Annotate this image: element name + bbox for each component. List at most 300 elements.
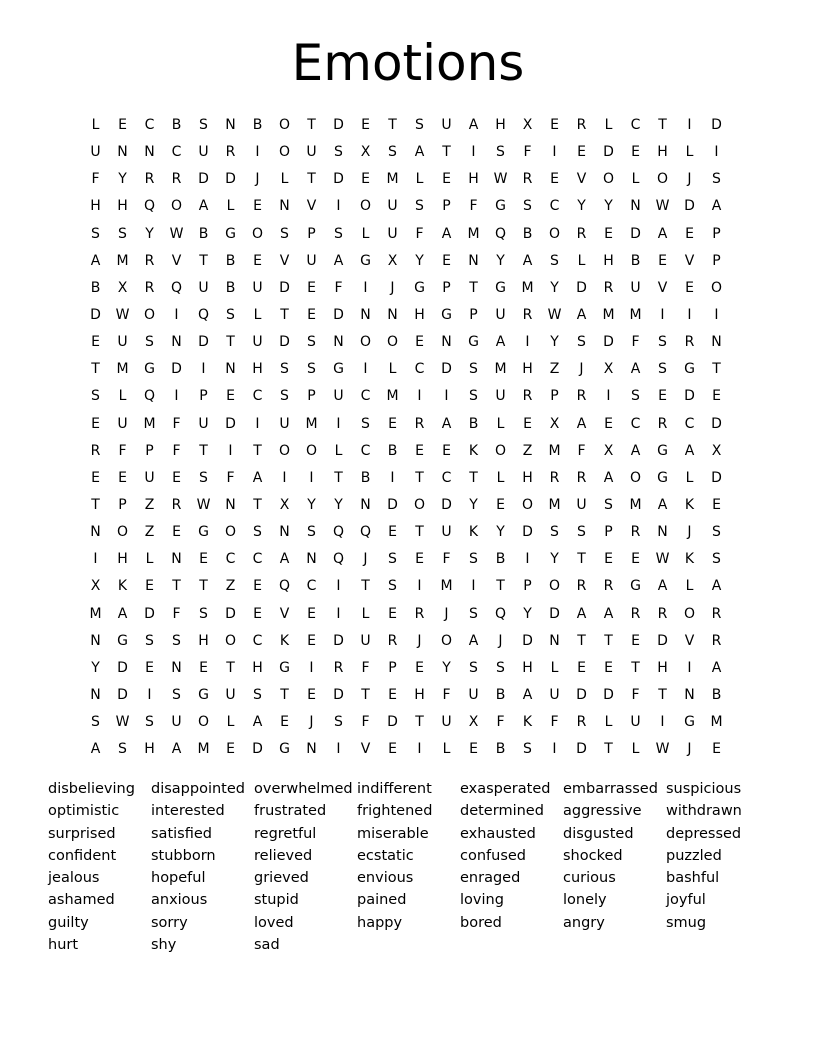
grid-letter: W xyxy=(196,496,211,513)
grid-letter: Z xyxy=(144,524,155,541)
grid-letter: K xyxy=(117,578,128,595)
grid-letter: G xyxy=(360,252,371,269)
grid-letter: F xyxy=(334,279,343,296)
grid-letter: D xyxy=(711,415,722,432)
grid-letter: M xyxy=(116,361,129,378)
word-list-item: guilty xyxy=(48,914,89,931)
word-list-item: confident xyxy=(48,847,117,864)
word-list-item: anxious xyxy=(151,892,208,909)
grid-letter: S xyxy=(172,686,181,703)
grid-letter: F xyxy=(442,686,451,703)
grid-letter: T xyxy=(658,117,667,133)
grid-letter: G xyxy=(333,361,344,378)
grid-letter: T xyxy=(91,361,100,378)
grid-letter: T xyxy=(658,686,667,703)
grid-letter: F xyxy=(631,686,640,703)
grid-letter: P xyxy=(118,496,127,513)
word-list-item: determined xyxy=(460,803,544,820)
grid-letter: E xyxy=(118,117,127,133)
grid-letter: A xyxy=(468,117,479,133)
grid-letter: V xyxy=(657,279,668,296)
grid-letter: D xyxy=(117,686,128,703)
grid-letter: I xyxy=(660,714,665,731)
grid-letter: B xyxy=(711,686,722,703)
word-list-item: jealous xyxy=(48,870,100,887)
word-list-item: joyful xyxy=(666,892,706,909)
grid-letter: J xyxy=(687,741,692,758)
grid-letter: U xyxy=(468,686,479,703)
grid-row xyxy=(82,438,730,465)
grid-letter: H xyxy=(522,659,533,676)
grid-letter: F xyxy=(631,334,640,351)
grid-letter: I xyxy=(201,361,206,378)
grid-letter: E xyxy=(145,659,154,676)
grid-letter: U xyxy=(117,334,128,351)
grid-letter: S xyxy=(307,334,316,351)
grid-letter: C xyxy=(144,117,155,133)
grid-letter: K xyxy=(468,442,479,459)
word-list-item: relieved xyxy=(254,847,313,864)
grid-letter: E xyxy=(685,279,694,296)
grid-letter: N xyxy=(279,198,290,215)
grid-letter: R xyxy=(549,469,560,486)
grid-letter: S xyxy=(145,632,154,649)
grid-letter: X xyxy=(387,252,398,269)
grid-letter: D xyxy=(225,171,236,188)
grid-row xyxy=(82,546,730,573)
word-list-item: grieved xyxy=(254,870,309,887)
grid-letter: E xyxy=(199,659,208,676)
grid-letter: Q xyxy=(143,198,156,215)
grid-letter: Y xyxy=(415,252,424,269)
grid-letter: O xyxy=(656,171,669,188)
grid-letter: E xyxy=(91,334,100,351)
grid-letter: O xyxy=(548,578,561,595)
grid-letter: I xyxy=(363,279,368,296)
grid-letter: L xyxy=(685,144,694,161)
grid-letter: N xyxy=(225,496,236,513)
grid-letter: D xyxy=(333,632,344,649)
grid-letter: A xyxy=(657,578,668,595)
grid-letter: I xyxy=(336,415,341,432)
grid-letter: T xyxy=(415,469,424,486)
grid-letter: P xyxy=(469,306,478,323)
grid-letter: Y xyxy=(442,659,451,676)
grid-letter: S xyxy=(118,225,127,242)
letter-grid xyxy=(82,112,730,763)
grid-letter: S xyxy=(307,524,316,541)
grid-letter: D xyxy=(657,632,668,649)
grid-letter: L xyxy=(253,306,262,323)
grid-letter: M xyxy=(548,496,561,513)
grid-letter: T xyxy=(442,144,451,161)
grid-letter: M xyxy=(116,252,129,269)
grid-letter: W xyxy=(655,741,670,758)
word-list-item: aggressive xyxy=(563,803,642,820)
grid-letter: L xyxy=(631,741,640,758)
grid-letter: T xyxy=(604,741,613,758)
grid-letter: D xyxy=(711,117,722,133)
grid-letter: I xyxy=(174,306,179,323)
grid-letter: S xyxy=(577,334,586,351)
grid-letter: R xyxy=(576,469,587,486)
grid-letter: E xyxy=(253,605,262,622)
grid-letter: R xyxy=(603,578,614,595)
grid-letter: L xyxy=(361,225,370,242)
grid-letter: K xyxy=(684,551,695,568)
word-list-item: hopeful xyxy=(151,870,206,887)
grid-row xyxy=(82,411,730,438)
grid-row xyxy=(82,139,730,166)
grid-letter: S xyxy=(550,524,559,541)
grid-letter: X xyxy=(603,442,614,459)
grid-letter: U xyxy=(549,686,560,703)
grid-letter: E xyxy=(604,659,613,676)
grid-letter: S xyxy=(226,306,235,323)
grid-letter: O xyxy=(359,198,372,215)
grid-row xyxy=(82,465,730,492)
grid-letter: A xyxy=(603,605,614,622)
grid-letter: E xyxy=(658,252,667,269)
grid-letter: C xyxy=(549,198,560,215)
grid-letter: F xyxy=(361,659,370,676)
grid-letter: O xyxy=(413,496,426,513)
grid-letter: I xyxy=(390,469,395,486)
grid-letter: S xyxy=(199,605,208,622)
grid-letter: D xyxy=(279,334,290,351)
grid-letter: G xyxy=(468,334,479,351)
grid-letter: I xyxy=(174,388,179,405)
grid-letter: U xyxy=(252,334,263,351)
grid-letter: A xyxy=(90,252,101,269)
word-list-item: disgusted xyxy=(563,825,634,842)
grid-letter: U xyxy=(90,144,101,161)
grid-letter: B xyxy=(522,225,533,242)
grid-letter: R xyxy=(522,306,533,323)
grid-letter: T xyxy=(280,306,289,323)
grid-letter: Y xyxy=(550,279,559,296)
grid-letter: M xyxy=(629,496,642,513)
grid-letter: D xyxy=(522,524,533,541)
grid-letter: T xyxy=(712,361,721,378)
grid-letter: K xyxy=(279,632,290,649)
grid-letter: R xyxy=(225,144,236,161)
grid-letter: E xyxy=(388,686,397,703)
grid-letter: U xyxy=(576,496,587,513)
grid-letter: N xyxy=(90,686,101,703)
grid-letter: E xyxy=(442,442,451,459)
grid-letter: D xyxy=(252,741,263,758)
grid-letter: H xyxy=(117,198,128,215)
grid-letter: S xyxy=(199,117,208,133)
grid-letter: R xyxy=(711,605,722,622)
grid-letter: E xyxy=(388,524,397,541)
grid-letter: O xyxy=(629,469,642,486)
grid-letter: A xyxy=(711,578,722,595)
grid-letter: A xyxy=(657,225,668,242)
grid-letter: S xyxy=(334,225,343,242)
grid-letter: O xyxy=(278,144,291,161)
grid-letter: R xyxy=(576,225,587,242)
grid-letter: D xyxy=(117,659,128,676)
grid-letter: A xyxy=(630,442,641,459)
grid-letter: C xyxy=(630,415,641,432)
grid-letter: S xyxy=(388,578,397,595)
grid-letter: E xyxy=(388,605,397,622)
grid-letter: R xyxy=(333,659,344,676)
grid-letter: S xyxy=(172,632,181,649)
grid-letter: T xyxy=(577,632,586,649)
grid-letter: I xyxy=(606,388,611,405)
grid-letter: T xyxy=(469,469,478,486)
grid-letter: R xyxy=(522,388,533,405)
grid-letter: D xyxy=(549,605,560,622)
grid-letter: A xyxy=(684,442,695,459)
grid-letter: F xyxy=(118,442,127,459)
grid-letter: M xyxy=(143,415,156,432)
grid-letter: A xyxy=(171,741,182,758)
word-list-item: frustrated xyxy=(254,803,327,820)
grid-letter: E xyxy=(550,171,559,188)
grid-letter: N xyxy=(306,551,317,568)
grid-letter: M xyxy=(629,306,642,323)
grid-row xyxy=(82,492,730,519)
grid-letter: E xyxy=(145,578,154,595)
grid-letter: E xyxy=(685,225,694,242)
grid-letter: G xyxy=(657,442,668,459)
grid-letter: M xyxy=(494,361,507,378)
word-list-item: regretful xyxy=(254,825,317,842)
grid-letter: I xyxy=(525,334,530,351)
grid-letter: U xyxy=(333,388,344,405)
grid-letter: L xyxy=(685,469,694,486)
grid-letter: Y xyxy=(496,524,505,541)
grid-letter: S xyxy=(523,198,532,215)
grid-letter: G xyxy=(657,469,668,486)
grid-letter: A xyxy=(711,659,722,676)
grid-letter: L xyxy=(91,117,100,133)
word-list-item: depressed xyxy=(666,825,742,842)
grid-letter: S xyxy=(550,252,559,269)
grid-letter: S xyxy=(388,144,397,161)
grid-row xyxy=(82,166,730,193)
grid-letter: R xyxy=(657,605,668,622)
grid-letter: H xyxy=(522,469,533,486)
grid-letter: O xyxy=(440,632,453,649)
grid-letter: X xyxy=(468,714,479,731)
grid-letter: I xyxy=(660,306,665,323)
grid-row xyxy=(82,193,730,220)
grid-letter: S xyxy=(415,198,424,215)
word-list-item: loved xyxy=(254,914,294,931)
grid-letter: J xyxy=(687,524,692,541)
grid-letter: O xyxy=(359,334,372,351)
grid-letter: A xyxy=(252,469,263,486)
grid-letter: J xyxy=(498,632,503,649)
grid-letter: L xyxy=(496,415,505,432)
grid-letter: V xyxy=(684,632,695,649)
grid-letter: E xyxy=(496,496,505,513)
grid-letter: B xyxy=(225,279,236,296)
grid-letter: I xyxy=(552,741,557,758)
grid-letter: Y xyxy=(334,496,343,513)
grid-letter: N xyxy=(360,496,371,513)
grid-letter: G xyxy=(441,306,452,323)
grid-letter: F xyxy=(469,198,478,215)
grid-letter: T xyxy=(253,442,262,459)
grid-letter: L xyxy=(415,171,424,188)
word-list-item: sad xyxy=(254,937,280,954)
grid-letter: H xyxy=(603,252,614,269)
word-list-item: loving xyxy=(460,892,504,909)
grid-letter: C xyxy=(252,388,263,405)
grid-letter: S xyxy=(199,469,208,486)
grid-letter: N xyxy=(684,686,695,703)
grid-letter: P xyxy=(523,578,532,595)
grid-letter: F xyxy=(172,605,181,622)
grid-letter: R xyxy=(576,117,587,133)
grid-row xyxy=(82,573,730,600)
grid-letter: T xyxy=(496,578,505,595)
grid-letter: S xyxy=(577,524,586,541)
grid-letter: H xyxy=(657,144,668,161)
grid-letter: S xyxy=(334,144,343,161)
word-list-item: disbelieving xyxy=(48,781,135,797)
grid-letter: A xyxy=(117,605,128,622)
grid-letter: E xyxy=(442,252,451,269)
word-list-item: indifferent xyxy=(357,781,432,797)
grid-letter: E xyxy=(604,225,613,242)
grid-letter: N xyxy=(171,659,182,676)
grid-letter: V xyxy=(171,252,182,269)
grid-letter: R xyxy=(171,171,182,188)
grid-letter: I xyxy=(336,605,341,622)
grid-letter: D xyxy=(576,279,587,296)
grid-letter: T xyxy=(199,252,208,269)
grid-letter: O xyxy=(197,714,210,731)
grid-letter: U xyxy=(252,279,263,296)
word-list-item: ecstatic xyxy=(357,847,414,864)
grid-letter: U xyxy=(441,117,452,133)
grid-letter: F xyxy=(550,714,559,731)
grid-letter: E xyxy=(415,551,424,568)
grid-letter: J xyxy=(579,361,584,378)
page-title: Emotions xyxy=(291,34,525,92)
grid-letter: O xyxy=(278,117,291,133)
grid-letter: Z xyxy=(225,578,236,595)
grid-letter: E xyxy=(712,388,721,405)
grid-letter: I xyxy=(552,144,557,161)
grid-letter: N xyxy=(144,144,155,161)
grid-row xyxy=(82,628,730,655)
grid-letter: A xyxy=(90,741,101,758)
grid-letter: S xyxy=(469,388,478,405)
grid-letter: Y xyxy=(469,496,478,513)
grid-letter: K xyxy=(684,496,695,513)
grid-letter: E xyxy=(307,686,316,703)
grid-letter: S xyxy=(280,225,289,242)
grid-letter: D xyxy=(198,171,209,188)
grid-letter: G xyxy=(225,225,236,242)
grid-letter: R xyxy=(522,171,533,188)
word-list-item: pained xyxy=(357,892,407,909)
grid-letter: O xyxy=(710,279,723,296)
grid-letter: C xyxy=(306,578,317,595)
grid-row xyxy=(82,601,730,628)
word-list-item: exhausted xyxy=(460,825,536,842)
grid-letter: O xyxy=(683,605,696,622)
word-list-item: frightened xyxy=(357,803,433,820)
word-list-item: stupid xyxy=(254,892,299,909)
word-list-item: enraged xyxy=(460,870,521,887)
word-list-item: embarrassed xyxy=(563,781,658,797)
grid-letter: I xyxy=(336,198,341,215)
grid-letter: H xyxy=(414,686,425,703)
word-list-item: suspicious xyxy=(666,781,742,797)
grid-letter: D xyxy=(711,469,722,486)
grid-letter: N xyxy=(279,524,290,541)
grid-letter: U xyxy=(441,524,452,541)
grid-letter: A xyxy=(495,334,506,351)
grid-letter: R xyxy=(144,171,155,188)
grid-letter: Q xyxy=(143,388,156,405)
grid-letter: R xyxy=(657,415,668,432)
grid-letter: T xyxy=(199,442,208,459)
grid-letter: O xyxy=(170,198,183,215)
grid-letter: S xyxy=(658,334,667,351)
word-list-item: angry xyxy=(563,914,605,931)
grid-letter: X xyxy=(522,117,533,133)
grid-letter: E xyxy=(361,117,370,133)
grid-letter: J xyxy=(687,171,692,188)
grid-letter: O xyxy=(224,524,237,541)
grid-letter: I xyxy=(444,388,449,405)
grid-letter: O xyxy=(224,632,237,649)
word-list-item: curious xyxy=(563,870,616,887)
grid-letter: L xyxy=(334,442,343,459)
grid-letter: B xyxy=(252,117,263,133)
grid-letter: S xyxy=(253,686,262,703)
grid-letter: Q xyxy=(332,551,345,568)
grid-letter: V xyxy=(360,741,371,758)
grid-letter: S xyxy=(469,361,478,378)
grid-letter: G xyxy=(279,741,290,758)
grid-letter: I xyxy=(687,659,692,676)
grid-letter: I xyxy=(363,361,368,378)
grid-letter: F xyxy=(172,415,181,432)
grid-letter: U xyxy=(441,714,452,731)
grid-letter: T xyxy=(604,632,613,649)
grid-letter: C xyxy=(360,388,371,405)
grid-row xyxy=(82,682,730,709)
grid-letter: Y xyxy=(118,171,127,188)
grid-letter: N xyxy=(171,334,182,351)
grid-letter: P xyxy=(712,225,721,242)
grid-letter: S xyxy=(388,551,397,568)
grid-letter: T xyxy=(469,279,478,296)
grid-letter: I xyxy=(687,117,692,133)
grid-letter: M xyxy=(386,388,399,405)
grid-letter: Z xyxy=(549,361,560,378)
grid-letter: E xyxy=(631,144,640,161)
grid-letter: B xyxy=(90,279,101,296)
grid-letter: E xyxy=(226,741,235,758)
grid-letter: N xyxy=(468,252,479,269)
grid-letter: M xyxy=(710,714,723,731)
grid-letter: O xyxy=(548,225,561,242)
grid-letter: Y xyxy=(91,659,100,676)
grid-row xyxy=(82,221,730,248)
